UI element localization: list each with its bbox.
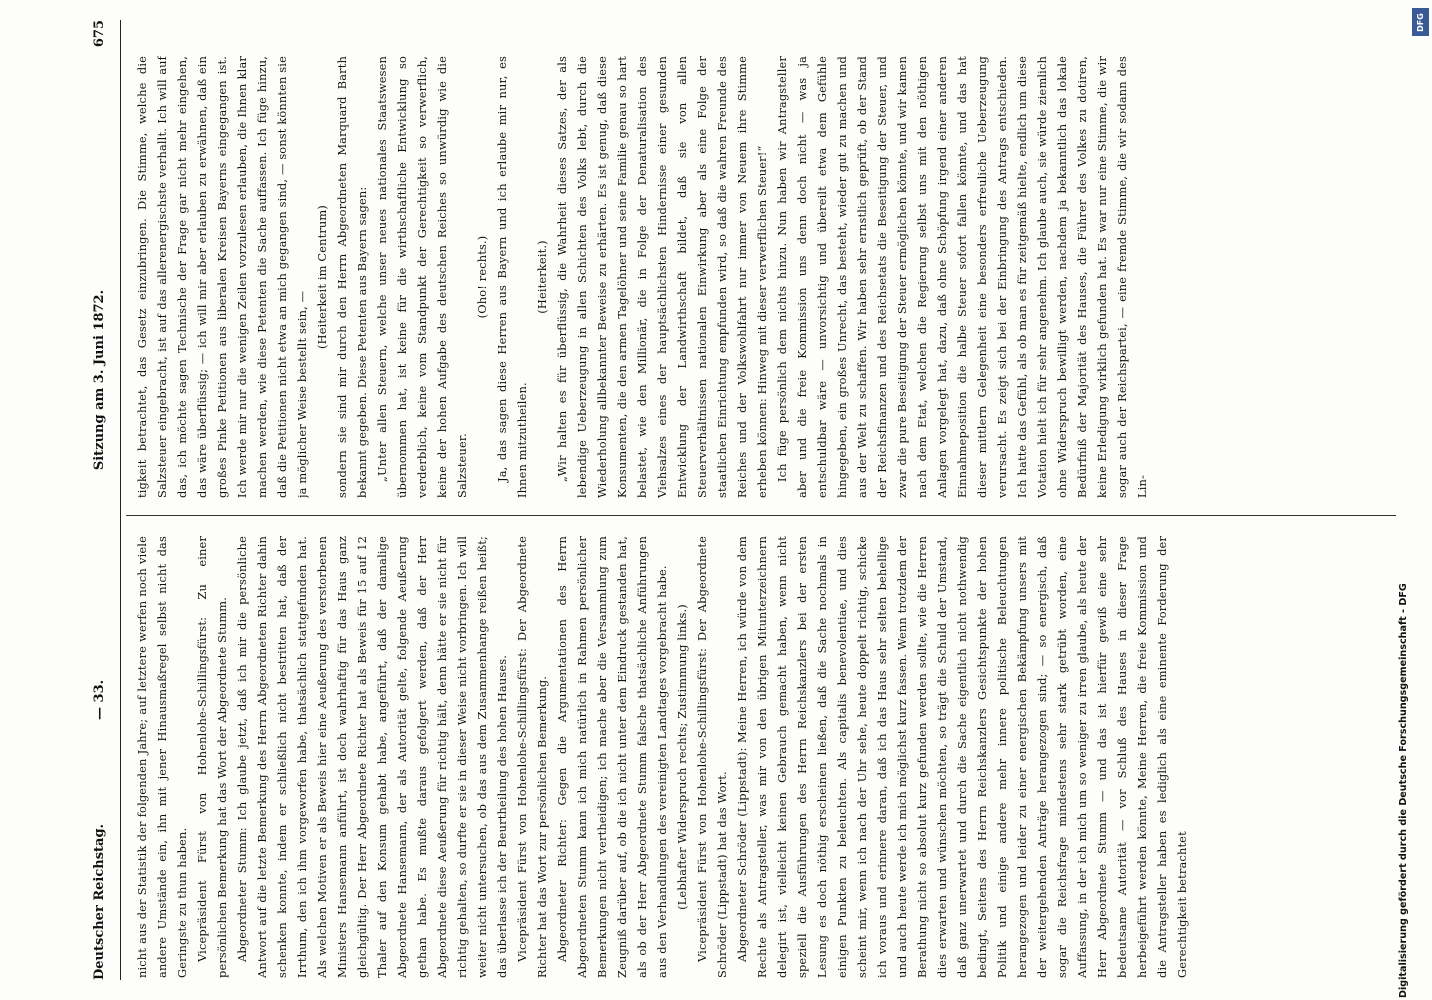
paragraph: nicht aus der Statistik der folgenden Jahre; auf letztere werfen noch viele andere Umstände ein, ihn mit jener Hinausmaßregel selbst nicht das Geringste zu thun haben. xyxy=(135,536,189,978)
paragraph: (Oho! rechts.) xyxy=(475,235,489,319)
paragraph: Vicepräsident Fürst von Hohenlohe-Schillingsfürst: Der Abgeordnete Schröder (Lippstadt) hat das Wort. xyxy=(695,536,729,978)
header-journal-title: Deutscher Reichstag. xyxy=(92,823,107,980)
paragraph: (Heiterkeit im Centrum) xyxy=(315,205,329,349)
left-column xyxy=(132,536,1396,978)
paragraph: Vicepräsident Fürst von Hohenlohe-Schillingsfürst: Der Abgeordnete Richter hat das Wort zur persönlichen Bemerkung. xyxy=(515,536,549,978)
dfg-logo xyxy=(1412,8,1429,36)
header-session-number: — 33. xyxy=(92,679,107,720)
header-page-number: 675 xyxy=(92,20,107,48)
header-session-date: Sitzung am 3. Juni 1872. xyxy=(92,289,107,471)
paragraph: „Wir halten es für überflüssig, die Wahrheit dieses Satzes, der als lebendige Ueberzeugung in allen Schichten des Volks lebt, durch die Wiederholung allbekannter Beweise zu erhärten. Es ist genug, daß diese Konsumenten, die den armen Tagelöhner und seine Familie genau so hart belastet, wie den Millionär, die in Folge der Denaturalisation des Viehsalzes eines der hauptsächlichsten Hindernisse einer gesunden Entwicklung der Landwirthschaft bildet, daß sie von allen Steuerverhältnissen nationalen Einwirkung aber als eine Folge der staatlichen Einrichtung empfunden wird, so daß die wahren Freunde des Reiches und der Volkswohlfahrt nur immer von Neuem ihre Stimme erheben können: Hinweg mit dieser verwerflichen Steuer!“ xyxy=(555,56,769,498)
rotated-page-content xyxy=(30,0,1410,1000)
paragraph: Vicepräsident Fürst von Hohenlohe-Schillingsfürst: Zu einer persönlichen Bemerkung hat das Wort der Abgeordnete Stumm. xyxy=(195,536,229,978)
paragraph: Ich füge persönlich dem nichts hinzu. Nun haben wir Antragsteller aber und die freie Kommission uns denn doch nicht — was ja entschuldbar wäre — unvorsichtig und übereilt etwa dem Gefühle hingegeben, ein großes Unrecht, das besteht, wieder gut zu machen und aus der Welt zu schaffen. Wir haben sehr ernstlich geprüft, ob der Stand der Reichsfinanzen und des Reichsetats die Beseitigung der Steuer, und zwar die pure Beseitigung der Steuer ermöglichen könnte, und wir kamen nach dem Etat, welchen die Regierung selbst uns mit den nöthigen Anlagen vorgelegt hat, dazu, daß ohne Schöpfung irgend einer anderen Einnahmeposition die halbe Steuer sofort fallen könnte, und das hat dieser mittlern Gelegenheit eine besonders erfreuliche Ueberzeugung verursacht. Es zeigt sich bei der Einbringung des Antrags entschieden. Ich hatte das Gefühl, als ob man es für zeitgemäß hielte, endlich um diese Votation hielt ich für sehr angenehm. Ich glaube auch, sie würde ziemlich ohne Widerspruch bewilligt werden, nachdem ja bekanntlich das lokale Bedürfniß der Majorität des Hauses, die Führer des Volkes zu dotiren, keine Erledigung wirklich gefunden hat. Es war nur eine Stimme, die wir sogar auch der Reichspartei, — eine fremde Stimme, die wir sodann des Lin- xyxy=(775,56,1149,498)
paragraph: Ja, das sagen diese Herren aus Bayern und ich erlaube mir nur, es Ihnen mitzutheilen. xyxy=(495,56,529,498)
paragraph: „Unter allen Steuern, welche unser neues nationales Staatswesen übernommen hat, ist keine für die wirthschaftliche Entwicklung so verderblich, keine vom Standpunkt der Gerechtigkeit so verwerflich, keine der hohen Aufgabe des deutschen Reiches so unwürdig wie die Salzsteuer. xyxy=(375,56,469,498)
paragraph: Abgeordneter Stumm: Ich glaube jetzt, daß ich mir die persönliche Antwort auf die letzte Bemerkung des Herrn Abgeordneten Richter dahin schenken konnte, indem er schließlich nicht bestritten hat, daß der Irrthum, den ich ihm vorgeworfen habe, thatsächlich stattgefunden hat. Als welchen Motiven er als Beweis hier eine Aeußerung des verstorbenen Ministers Hansemann anführt, ist doch wahrhaftig für das Haus ganz gleichgültig. Der Herr Abgeordnete Richter hat als Beweis für 15 auf 12 Thaler auf den Konsum gehabt habe, angeführt, daß der damalige Abgeordnete Hansemann, der als Autorität gelte, folgende Aeußerung gethan habe. Es mußte daraus gefolgert werden, daß der Herr Abgeordnete diese Aeußerung für richtig hält, denn hätte er sie nicht für richtig gehalten, so durfte er sie in dieser Weise nicht vorbringen. Ich will weiter nicht untersuchen, ob das aus dem Zusammenhange reißen heißt; das überlasse ich der Beurtheilung des hohen Hauses. xyxy=(235,536,509,978)
paragraph: (Lebhafter Widerspruch rechts; Zustimmung links.) xyxy=(675,604,689,910)
running-header xyxy=(92,20,107,980)
paragraph: (Heiterkeit.) xyxy=(535,240,549,314)
paragraph: Abgeordneter Richter: Gegen die Argumentationen des Herrn Abgeordneten Stumm kann ich mich natürlich in Rahmen persönlicher Bemerkungen nicht vertheidigen; ich mache aber die Versammlung zum Zeugniß darüber auf, ob die ich nicht unter dem Eindruck gestanden hat, als ob der Herr Abgeordnete Stumm falsche thatsächliche Anführungen aus den Verhandlungen des vereinigten Landtages vorgebracht habe. xyxy=(555,536,669,978)
paragraph: sondern sie sind mir durch den Herrn Abgeordneten Marquard Barth bekannt gegeben. Diese Petenten aus Bayern sagen: xyxy=(335,56,369,498)
paragraph: tigkeit betrachtet, das Gesetz einzubringen. Die Stimme, welche die Salzsteuer eingebracht, ist auf das allerenergischste verhallt. Ich will auf das, ich möchte sagen Technische der Frage gar nicht mehr eingehen, das wäre überflüssig; — ich will mir aber erlauben zu erwähnen, daß ein großes Pinke Petitionen aus liberalen Kreisen Bayerns eingegangen ist. Ich werde mir nur die wenigen Zeilen vorzulesen erlauben, die Ihnen klar machen werden, wie diese Petenten die Sache auffassen. Ich füge hinzu, daß die Petitionen nicht etwa an mich gegangen sind, — sonst könnten sie ja möglicher Weise bestellt sein, — xyxy=(135,56,309,498)
right-column xyxy=(132,56,1396,498)
header-rule xyxy=(120,20,121,980)
column-divider xyxy=(126,515,1396,516)
dfg-logo-text: DFG xyxy=(1416,12,1426,32)
digitization-credit: Digitalisierung gefördert durch die Deutsche Forschungsgemeinschaft - DFG xyxy=(1398,583,1409,998)
paragraph: Abgeordneter Schröder (Lippstadt): Meine Herren, ich würde von dem Rechte als Antragsteller, was mir von den übrigen Mitunterzeichnern delegirt ist, vielleicht keinen Gebrauch gemacht haben, wenn nicht speziell die Ausführungen des Herrn Reichskanzlers bei der ersten Lesung es doch nöthig erscheinen ließen, daß die Sache nochmals in einigen Punkten zu beleuchten. Als capitalis benevolentiae, und dies scheint mir, wenn ich nach der Uhr sehe, heute doppelt richtig, schicke ich voraus und erinnere daran, daß ich das Haus sehr selten behellige und auch heute werde ich mich möglichst kurz fassen. Wenn trotzdem der Berathung nicht so absolut kurz gefunden werden sollte, wie die Herren dies erwarten und wünschen möchten, so trägt die Schuld der Umstand, daß ganz unerwartet und durch die Sache eigentlich nicht nothwendig bedingt, Seitens des Herrn Reichskanzlers Gesichtspunkte der hohen Politik und einige andere mehr innere politische Beleuchtungen herangezogen und leider zu einer energischen Bekämpfung unsers mit der weitergehenden Anträge herangezogen sind; — so energisch, daß sogar die Reichsfrage mindestens sehr stark getrübt worden, eine Auffassung, in der ich mich um so weniger zu irren glaube, als heute der Herr Abgeordnete Stumm — und das ist hierfür gewiß eine sehr bedeutsame Autorität — vor Schluß des Hauses in dieser Frage herbeigeführt werden könnte, Meine Herren, die freie Kommission und die Antragsteller haben es lediglich als eine eminente Forderung der Gerechtigkeit betrachtet xyxy=(735,536,1189,978)
